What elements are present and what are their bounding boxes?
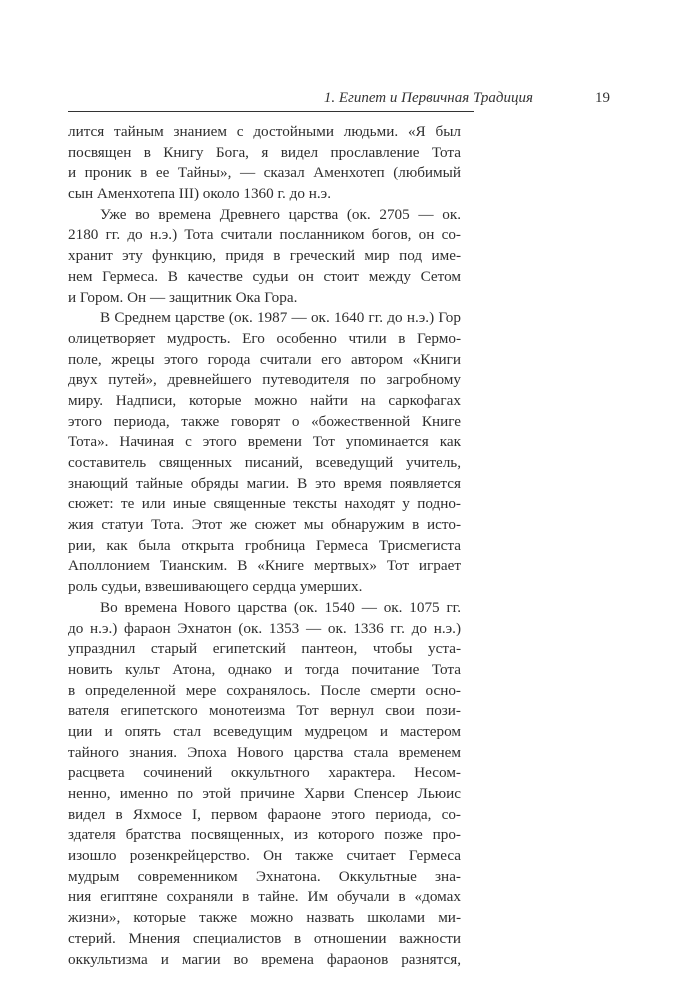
running-head: [68, 90, 628, 112]
text-line: упразднил старый египетский пантеон, чтобы уста-: [68, 640, 461, 658]
text-line: нем Гермеса. В качестве судьи он стоит между Сетом: [68, 267, 461, 285]
text-line: Тота». Начиная с этого времени Тот упоминается как: [68, 433, 461, 451]
text-line: роль судьи, взвешивающего сердца умерших.: [68, 578, 363, 596]
text-line: изошло розенкрейцерство. Он также считает Гермеса: [68, 847, 461, 865]
running-title: 1. Египет и Первичная Традиция: [323, 90, 533, 106]
text-line: мудрым современником Эхнатона. Оккультные зна-: [68, 867, 461, 885]
text-line: Аполлонием Тианским. В «Книге мертвых» Тот играет: [68, 557, 461, 575]
text-line: Уже во времена Древнего царства (ок. 2705 — ок.: [100, 205, 461, 223]
text-line: вателя египетского монотеизма Тот вернул свои пози-: [68, 702, 461, 720]
text-line: 2180 гг. до н.э.) Тота считали посланником богов, он со-: [68, 226, 461, 244]
text-line: сюжет: те или иные священные тексты находят у подно-: [68, 495, 461, 513]
text-line: знающий тайные обряды магии. В это время появляется: [68, 474, 461, 492]
text-line: миру. Надписи, которые можно найти на саркофагах: [68, 391, 461, 409]
text-line: сын Аменхотепа III) около 1360 г. до н.э.: [68, 185, 331, 203]
text-line: стерий. Мнения специалистов в отношении важности: [68, 929, 461, 947]
text-line: до н.э.) фараон Эхнатон (ок. 1353 — ок. 1336 гг. до н.э.): [68, 619, 461, 637]
text-line: двух путей», древнейшего путеводителя по загробному: [68, 371, 461, 389]
text-line: видел в Яхмосе I, первом фараоне этого периода, со-: [68, 805, 461, 823]
text-line: и Гором. Он — защитник Ока Гора.: [68, 288, 298, 306]
text-line: лится тайным знанием с достойными людьми. «Я был: [68, 123, 461, 140]
header-rule: [68, 111, 474, 112]
text-line: ненно, именно по этой причине Харви Спенсер Льюис: [68, 785, 461, 802]
text-line: здателя братства посвященных, из которого позже про-: [68, 826, 461, 844]
text-line: ции и опять стал всеведущим мудрецом и мастером: [68, 722, 461, 740]
text-line: тайного знания. Эпоха Нового царства стала временем: [68, 743, 461, 761]
text-line: этого периода, также говорят о «божественной Книге: [68, 412, 461, 430]
body-text: [68, 122, 461, 970]
text-line: хранит эту функцию, придя в греческий мир под име-: [68, 247, 461, 265]
text-line: расцвета сочинений оккультного характера. Несом-: [68, 764, 461, 782]
text-line: составитель священных писаний, всеведущий учитель,: [68, 454, 461, 471]
text-line: В Среднем царстве (ок. 1987 — ок. 1640 гг. до н.э.) Гор: [100, 309, 461, 327]
text-line: жия статуи Тота. Этот же сюжет мы обнаружим в исто-: [68, 516, 461, 534]
text-line: олицетворяет мудрость. Его особенно чтили в Гермо-: [68, 329, 461, 347]
page-number: 19: [595, 90, 610, 106]
text-line: поле, жрецы этого города считали его автором «Книги: [68, 350, 461, 368]
text-line: в определенной мере сохранялось. После смерти осно-: [68, 681, 461, 699]
text-line: оккультизма и магии во времена фараонов разнятся,: [68, 950, 461, 968]
text-line: Во времена Нового царства (ок. 1540 — ок. 1075 гг.: [100, 598, 461, 616]
text-line: рии, как была открыта гробница Гермеса Трисмегиста: [68, 536, 461, 554]
text-line: посвящен в Книгу Бога, я видел прославление Тота: [68, 143, 461, 161]
text-line: и проник в ее Тайны», — сказал Аменхотеп (любимый: [68, 164, 461, 182]
text-line: ния египтяне сохраняли в тайне. Им обучали в «домах: [68, 888, 461, 906]
text-line: новить культ Атона, однако и тогда почитание Тота: [68, 660, 461, 678]
text-line: жизни», которые также можно назвать школами ми-: [68, 909, 461, 927]
